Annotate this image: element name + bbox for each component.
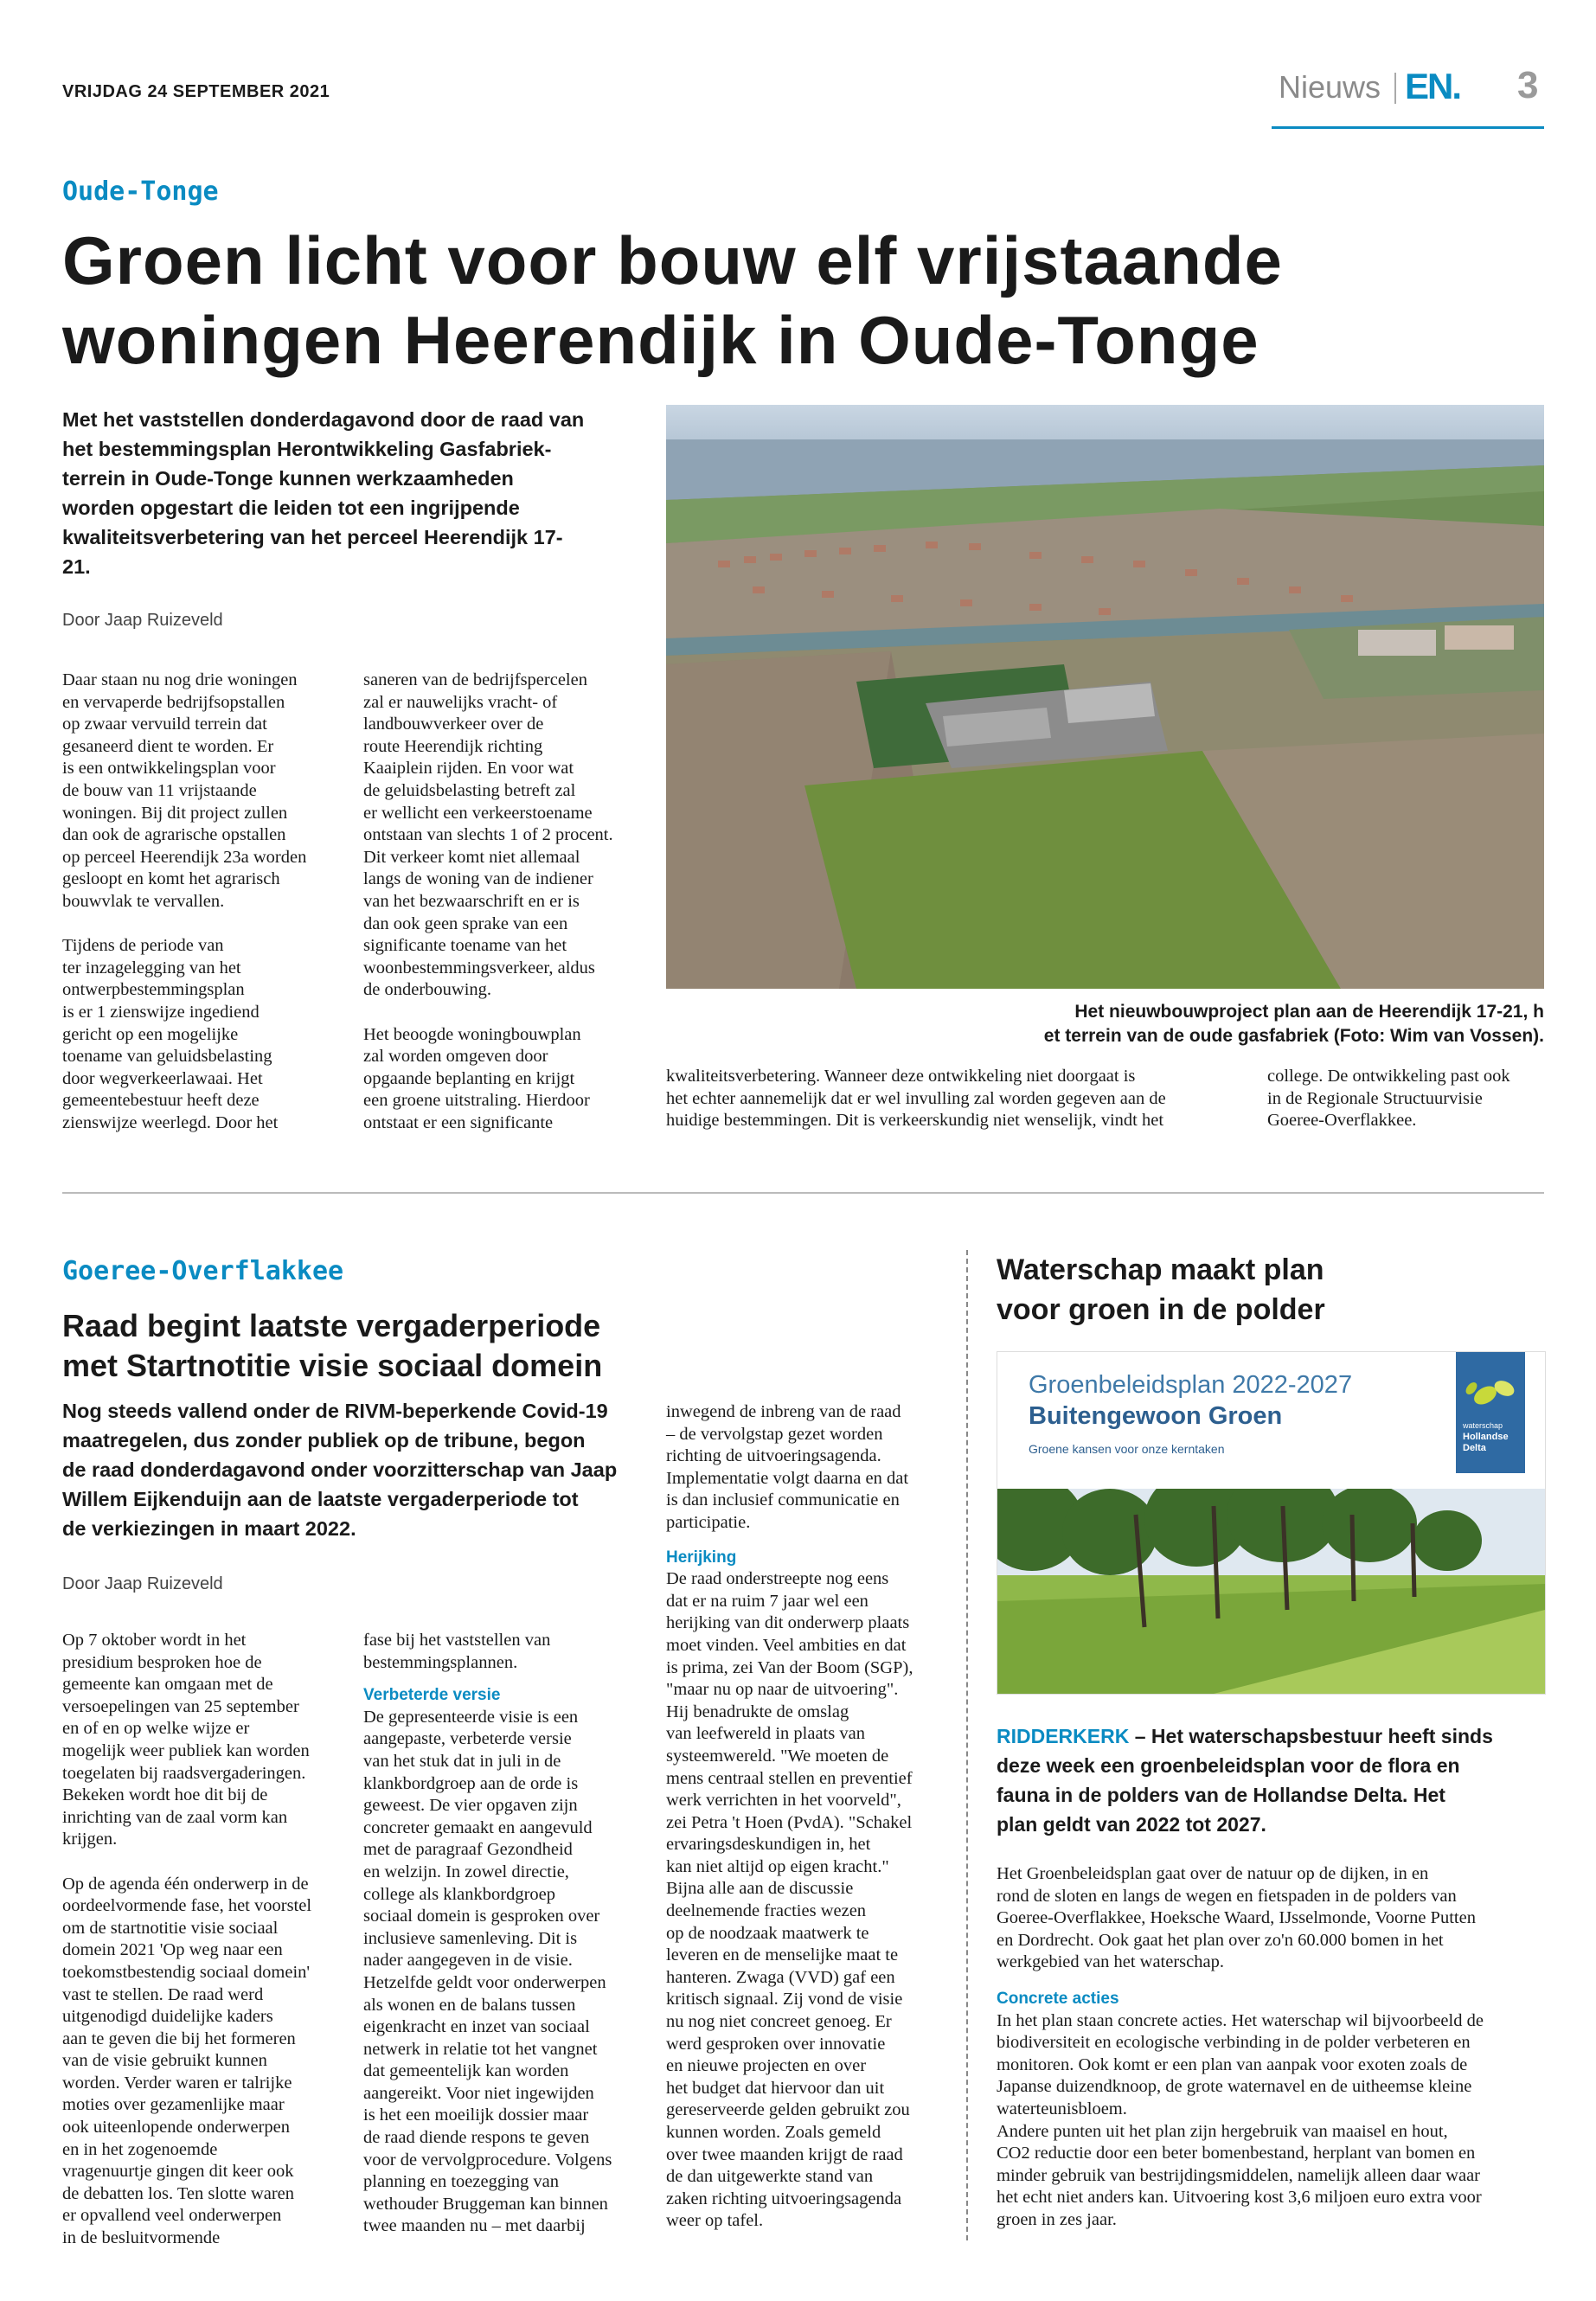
article3-headline[interactable] — [997, 1250, 1516, 1330]
body-line: fase bij het vaststellen van — [363, 1631, 551, 1650]
body-line: minder gebruik van bestrijdingsmiddelen, namelijk alleen daar waar — [997, 2165, 1481, 2185]
body-line: de geluidsbelasting betreft zal — [363, 780, 576, 800]
body-line: zal er nauwelijks vracht- of — [363, 692, 558, 712]
body-line: met de paragraaf Gezondheid — [363, 1840, 573, 1860]
headline-line: Groen licht voor bouw elf vrijstaande — [62, 222, 1283, 298]
body-line: bouwvlak te vervallen. — [62, 891, 225, 911]
body-line: hanteren. Zwaga (VVD) gaf een — [666, 1967, 895, 1987]
lead-line: de raad donderdagavond onder voorzitterschap van Jaap — [62, 1458, 618, 1481]
body-line: In het plan staan concrete acties. Het waterschap wil bijvoorbeeld de — [997, 2010, 1484, 2030]
body-line: saneren van de bedrijfspercelen — [363, 670, 587, 689]
body-line: groen in zes jaar. — [997, 2209, 1117, 2229]
body-line: geweest. De vier opgaven zijn — [363, 1796, 578, 1816]
body-line: domein 2021 'Op weg naar een — [62, 1940, 283, 1960]
body-line: gesloopt en komt het agrarisch — [62, 869, 280, 889]
body-line: in de Regionale Structuurvisie — [1267, 1088, 1483, 1108]
body-line: nader aangegeven in de visie. — [363, 1951, 573, 1971]
subhead-concrete-acties: Concrete acties — [997, 1989, 1119, 2008]
lead-line: worden opgestart die leiden tot een ingrijpende — [62, 497, 520, 519]
body-line: Bekeken wordt hoe dit bij de — [62, 1785, 268, 1805]
body-line: landbouwverkeer over de — [363, 715, 544, 734]
body-line: dan ook geen sprake van een — [363, 913, 568, 933]
body-line: zei Petra 't Hoen (PvdA). "Schakel — [666, 1812, 913, 1832]
body-line: kunnen worden. Zoals gemeld — [666, 2123, 881, 2142]
tree-lane-photo — [997, 1489, 1545, 1694]
body-line: leveren en de menselijke maat te — [666, 1945, 899, 1965]
body-line: toename van geluidsbelasting — [62, 1047, 272, 1067]
logo-label-small: waterschap — [1463, 1421, 1503, 1430]
lead-line: fauna in de polders van de Hollandse Delta. Het — [997, 1784, 1445, 1806]
aerial-photo-graphic — [666, 405, 1544, 989]
body-line: van de visie gebruikt kunnen — [62, 2051, 267, 2071]
body-line: Bijna alle aan de discussie — [666, 1879, 854, 1899]
body-line: op de noodzaak maatwerk te — [666, 1923, 869, 1943]
body-line: oordeelvormende fase, het voorstel — [62, 1896, 312, 1916]
caption-line: Het nieuwbouwproject plan aan de Heerendijk 17-21, h — [1074, 1002, 1544, 1022]
article1-kicker[interactable]: Oude-Tonge — [62, 176, 219, 207]
body-line: monitoren. Ook komt er een plan van aanpak voor exoten zoals de — [997, 2054, 1468, 2074]
body-line: Implementatie volgt daarna en dat — [666, 1468, 909, 1488]
body-line: dat er na ruim 7 jaar wel een — [666, 1591, 869, 1611]
body-line: en of en op welke wijze er — [62, 1719, 250, 1739]
body-line: aangepaste, verbeterde versie — [363, 1729, 572, 1749]
headline-line: Waterschap maakt plan — [997, 1253, 1324, 1286]
body-line: gericht op een mogelijke — [62, 1024, 239, 1044]
waterschap-logo-block — [1456, 1352, 1525, 1473]
body-line: mogelijk weer publiek kan worden — [62, 1740, 310, 1760]
body-line: is er 1 zienswijze ingediend — [62, 1002, 260, 1022]
body-line: zaken richting uitvoeringsagenda — [666, 2189, 902, 2208]
article1-column-4 — [1267, 1066, 1544, 1132]
body-line: ontstaat er een significante — [363, 1112, 554, 1132]
poster-tagline: Groene kansen voor onze kerntaken — [1029, 1442, 1225, 1456]
body-line: Tijdens de periode van — [62, 936, 224, 956]
section-label[interactable]: Nieuws — [1279, 69, 1381, 105]
body-line: de onderbouwing. — [363, 980, 492, 1000]
article2-headline[interactable] — [62, 1306, 927, 1386]
body-line: en in het zogenoemde — [62, 2139, 218, 2159]
photo-caption — [666, 1000, 1544, 1048]
body-line: inwegend de inbreng van de raad — [666, 1402, 901, 1421]
body-line: kritisch signaal. Zij vond de visie — [666, 1990, 903, 2009]
body-line: Het Groenbeleidsplan gaat over de natuur op de dijken, in en — [997, 1864, 1429, 1883]
body-line: De gepresenteerde visie is een — [363, 1707, 579, 1727]
body-line: college. De ontwikkeling past ook — [1267, 1067, 1510, 1086]
body-line: Goeree-Overflakkee. — [1267, 1111, 1417, 1131]
body-line: langs de woning van de indiener — [363, 869, 593, 889]
body-line: moties over gezamenlijke maar — [62, 2095, 285, 2115]
body-line: en vervaperde bedrijfsopstallen — [62, 692, 285, 712]
logo-label — [1463, 1432, 1509, 1454]
body-line: op perceel Heerendijk 23a worden — [62, 847, 307, 867]
body-line: dat gemeentelijk kan worden — [363, 2061, 569, 2081]
article1-byline: Door Jaap Ruizeveld — [62, 611, 223, 630]
article2-kicker[interactable]: Goeree-Overflakkee — [62, 1256, 344, 1286]
article2-column-2 — [363, 1630, 662, 2238]
headline-line: Raad begint laatste vergaderperiode — [62, 1308, 601, 1343]
body-line: planning en toezegging van — [363, 2172, 560, 2192]
body-line: als wonen en de balans tussen — [363, 1995, 576, 2015]
lead-line: kwaliteitsverbetering van het perceel Heerendijk 17- — [62, 526, 563, 548]
body-line: Japanse duizendknoop, de grote waternavel en de uitheemse kleine — [997, 2077, 1472, 2097]
body-line: wethouder Bruggeman kan binnen — [363, 2194, 608, 2214]
body-line: werk verrichten in het voorveld", — [666, 1791, 901, 1811]
body-line: CO2 reductie door een beter bomenbestand, herplant van bomen en — [997, 2144, 1476, 2163]
body-line: Goeree-Overflakkee, Hoeksche Waard, IJsselmonde, Voorne Putten — [997, 1908, 1476, 1928]
page-number: 3 — [1517, 64, 1539, 106]
body-line: sociaal domein is gesproken over — [363, 1907, 600, 1926]
body-line: deelnemende fracties wezen — [666, 1901, 867, 1921]
article2-byline: Door Jaap Ruizeveld — [62, 1574, 223, 1593]
article1-column-3 — [666, 1066, 1220, 1132]
body-line: mens centraal stellen en preventief — [666, 1768, 913, 1788]
body-line: toekomstbestendig sociaal domein' — [62, 1962, 311, 1982]
body-line: is het een moeilijk dossier maar — [363, 2106, 589, 2125]
headline-line: voor groen in de polder — [997, 1293, 1325, 1326]
body-line: de raad diende respons te geven — [363, 2128, 590, 2148]
aerial-photo[interactable] — [666, 405, 1544, 989]
body-line: gereserveerde gelden gebruikt zou — [666, 2100, 910, 2120]
body-line: bestemmingsplannen. — [363, 1652, 518, 1672]
leaf-logo-icon — [1456, 1359, 1525, 1420]
body-line: moet vinden. Veel ambities en dat — [666, 1635, 907, 1655]
body-line: er wellicht een verkeerstoename — [363, 803, 593, 823]
section-divider — [62, 1192, 1544, 1194]
article1-lead — [62, 405, 642, 581]
lead-line: de verkiezingen in maart 2022. — [62, 1517, 356, 1540]
article1-column-1 — [62, 670, 356, 1134]
body-line: opgaande beplanting en krijgt — [363, 1068, 575, 1088]
issue-date: VRIJDAG 24 SEPTEMBER 2021 — [62, 82, 330, 101]
body-line: Daar staan nu nog drie woningen — [62, 670, 298, 689]
body-line: waterteunisbloem. — [997, 2099, 1127, 2118]
body-line: klankbordgroep aan de orde is — [363, 1773, 579, 1793]
body-line: herijking van dit onderwerp plaats — [666, 1613, 910, 1633]
subhead-herijking: Herijking — [666, 1548, 737, 1567]
body-line: Het beoogde woningbouwplan — [363, 1024, 581, 1044]
header-separator — [1394, 73, 1396, 104]
article2-column-1 — [62, 1630, 356, 2250]
body-line: de debatten los. Ten slotte waren — [62, 2183, 295, 2203]
body-line: over twee maanden krijgt de raad — [666, 2144, 903, 2164]
body-line: gemeente kan omgaan met de — [62, 1675, 273, 1695]
body-line: significante toename van het — [363, 936, 567, 956]
body-line: er opvallend veel onderwerpen — [62, 2206, 282, 2226]
body-line: voor de vervolgprocedure. Volgens — [363, 2150, 612, 2170]
body-line: Dit verkeer komt niet allemaal — [363, 847, 580, 867]
body-line: woonbestemmingsverkeer, aldus — [363, 958, 595, 977]
paragraph-gap — [62, 1851, 356, 1874]
body-line: participatie. — [666, 1512, 751, 1532]
lead-line: Willem Eijkenduijn aan de laatste vergaderperiode tot — [62, 1488, 579, 1510]
logo-line: Hollandse — [1463, 1432, 1509, 1442]
body-line: kwaliteitsverbetering. Wanneer deze ontwikkeling niet doorgaat is — [666, 1067, 1136, 1086]
body-line: rond de sloten en langs de wegen en fietspaden in de polders van — [997, 1886, 1457, 1906]
body-line: ontwerpbestemmingsplan — [62, 980, 245, 1000]
body-line: dan ook de agrarische opstallen — [62, 825, 286, 845]
body-line: De raad onderstreepte nog eens — [666, 1569, 889, 1589]
body-line: systeemwereld. "We moeten de — [666, 1746, 889, 1766]
poster-title: Groenbeleidsplan 2022-2027 — [1029, 1371, 1353, 1399]
body-line: netwerk in relatie tot het vangnet — [363, 2039, 598, 2059]
lead-line: plan geldt van 2022 tot 2027. — [997, 1813, 1266, 1836]
body-line: presidium besproken hoe de — [62, 1652, 262, 1672]
body-line: huidige bestemmingen. Dit is verkeerskundig niet wenselijk, vindt het — [666, 1111, 1164, 1131]
body-line: route Heerendijk richting — [363, 736, 543, 756]
body-line: gesaneerd dient te worden. Er — [62, 736, 274, 756]
column-divider — [966, 1250, 968, 2240]
body-line: ook uiteenlopende onderwerpen — [62, 2118, 290, 2138]
dateline-place: RIDDERKERK — [997, 1725, 1130, 1747]
body-line: Hetzelfde geldt voor onderwerpen — [363, 1972, 606, 1992]
body-line: worden. Verder waren er talrijke — [62, 2073, 292, 2093]
lead-line: – Het waterschapsbestuur heeft sinds — [1129, 1725, 1493, 1747]
body-line: krijgen. — [62, 1830, 118, 1849]
article2-column-3 — [666, 1401, 960, 2233]
body-line: de dan uitgewerkte stand van — [666, 2167, 874, 2187]
body-line: is prima, zei Van der Boom (SGP), — [666, 1657, 913, 1677]
body-line: en welzijn. In zowel directie, — [363, 1862, 569, 1881]
body-line: op zwaar vervuild terrein dat — [62, 715, 267, 734]
article2-lead — [62, 1396, 668, 1543]
article1-headline[interactable] — [62, 221, 1360, 380]
lead-line: Nog steeds vallend onder de RIVM-beperkende Covid-19 — [62, 1400, 608, 1422]
body-line: zal worden omgeven door — [363, 1047, 548, 1067]
paragraph-gap — [363, 1002, 662, 1024]
lead-line: terrein in Oude-Tonge kunnen werkzaamheden — [62, 467, 514, 490]
body-line: zienswijze weerlegd. Door het — [62, 1112, 279, 1132]
body-line: om de startnotitie visie sociaal — [62, 1918, 279, 1938]
article1-column-2 — [363, 670, 662, 1134]
body-line: aangereikt. Voor niet ingewijden — [363, 2083, 594, 2103]
body-line: van het bezwaarschrift en er is — [363, 891, 580, 911]
body-line: college als klankbordgroep — [363, 1884, 556, 1904]
body-line: van het stuk dat in juli in de — [363, 1751, 561, 1771]
body-line: en Dordrecht. Ook gaat het plan over zo'n 60.000 bomen in het — [997, 1930, 1444, 1950]
body-line: werd gesproken over innovatie — [666, 2034, 886, 2054]
body-line: en nieuwe projecten en over — [666, 2056, 867, 2076]
body-line: vast te stellen. De raad werd — [62, 1984, 264, 2004]
header-rule — [1272, 126, 1544, 129]
body-line: richting de uitvoeringsagenda. — [666, 1446, 881, 1466]
body-line: woningen. Bij dit project zullen — [62, 803, 288, 823]
body-line: biodiversiteit en ecologische verbinding in de polder verbeteren en — [997, 2033, 1471, 2053]
lead-line: maatregelen, dus zonder publiek op de tribune, begon — [62, 1429, 586, 1452]
lead-line: deze week een groenbeleidsplan voor de flora en — [997, 1754, 1460, 1777]
lead-line: Met het vaststellen donderdagavond door de raad van — [62, 408, 585, 431]
poster-subtitle: Buitengewoon Groen — [1029, 1402, 1283, 1430]
body-line: toegelaten bij raadsvergaderingen. — [62, 1763, 306, 1783]
headline-line: woningen Heerendijk in Oude-Tonge — [62, 302, 1259, 378]
body-line: aan te geven die bij het formeren — [62, 2029, 296, 2048]
body-line: Op de agenda één onderwerp in de — [62, 1874, 309, 1894]
body-line: een groene uitstraling. Hierdoor — [363, 1091, 590, 1111]
body-line: weer op tafel. — [666, 2211, 764, 2231]
body-line: – de vervolgstap gezet worden — [666, 1424, 883, 1444]
body-line: inclusieve samenleving. Dit is — [363, 1928, 578, 1948]
body-line: uitgenodigd duidelijke kaders — [62, 2007, 273, 2027]
body-line: Kaaiplein rijden. En voor wat — [363, 759, 574, 779]
groenbeleidsplan-poster[interactable] — [997, 1351, 1546, 1695]
body-line: inrichting van de zaal vorm kan — [62, 1807, 288, 1827]
body-line: concreter gemaakt en aangevuld — [363, 1817, 593, 1837]
body-line: Hij benadrukte de omslag — [666, 1702, 849, 1721]
body-line: Op 7 oktober wordt in het — [62, 1631, 247, 1650]
body-line: eigenkracht en inzet van sociaal — [363, 2017, 590, 2037]
body-line: ontstaan van slechts 1 of 2 procent. — [363, 825, 613, 845]
body-line: vragenuurtje gingen dit keer ook — [62, 2162, 294, 2182]
caption-line: et terrein van de oude gasfabriek (Foto: Wim van Vossen). — [1043, 1026, 1544, 1046]
body-line: twee maanden nu – met daarbij — [363, 2216, 586, 2236]
lead-line: 21. — [62, 555, 91, 578]
body-line: het budget dat hiervoor dan uit — [666, 2078, 885, 2098]
body-line: gemeentebestuur heeft deze — [62, 1091, 260, 1111]
body-line: "maar nu op naar de uitvoering". — [666, 1680, 899, 1700]
body-line: kan niet altijd op eigen kracht." — [666, 1856, 889, 1876]
lead-line: het bestemmingsplan Herontwikkeling Gasfabriek- — [62, 438, 552, 460]
body-line: door wegverkeerlawaai. Het — [62, 1068, 263, 1088]
paragraph-gap — [62, 913, 356, 936]
body-line: nu nog niet concreet genoeg. Er — [666, 2012, 892, 2032]
body-line: het echt niet anders kan. Uitvoering kost 3,6 miljoen euro extra voor — [997, 2188, 1482, 2208]
article3-lead — [997, 1721, 1544, 1839]
body-line: ter inzagelegging van het — [62, 958, 241, 977]
body-line: versoepelingen van 25 september — [62, 1696, 299, 1716]
body-line: de bouw van 11 vrijstaande — [62, 780, 257, 800]
article3-body — [997, 1863, 1544, 2232]
body-line: is dan inclusief communicatie en — [666, 1490, 900, 1510]
body-line: ervaringsdeskundigen in, het — [666, 1835, 871, 1855]
body-line: is een ontwikkelingsplan voor — [62, 759, 276, 779]
body-line: werkgebied van het waterschap. — [997, 1952, 1224, 1972]
logo-line: Delta — [1463, 1443, 1486, 1453]
body-line: het echter aannemelijk dat er wel invulling zal worden gegeven aan de — [666, 1088, 1166, 1108]
newspaper-logo[interactable]: EN. — [1405, 66, 1461, 106]
headline-line: met Startnotitie visie sociaal domein — [62, 1348, 603, 1383]
subhead-verbeterde-versie: Verbeterde versie — [363, 1686, 501, 1705]
body-line: van leefwereld in plaats van — [666, 1724, 865, 1744]
body-line: Andere punten uit het plan zijn hergebruik van maaisel en hout, — [997, 2121, 1448, 2141]
body-line: in de besluitvormende — [62, 2228, 221, 2248]
